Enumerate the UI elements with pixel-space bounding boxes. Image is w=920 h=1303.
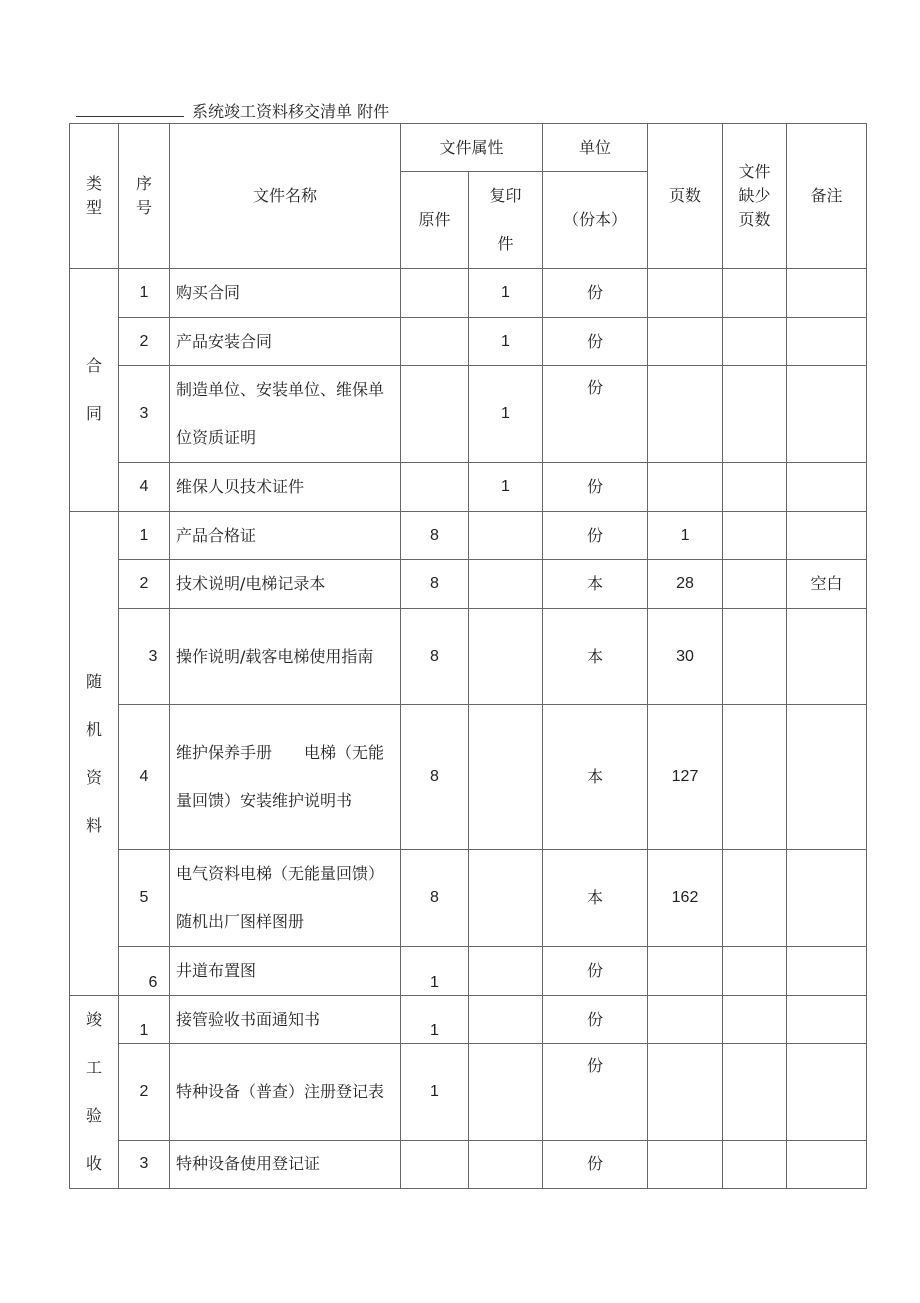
header-type: 类 型 [70, 124, 119, 269]
row-original: 8 [401, 850, 469, 947]
row-missing [723, 947, 787, 996]
row-original [401, 269, 469, 318]
row-seq: 3 [119, 366, 170, 463]
row-seq: 1 [119, 269, 170, 318]
row-copy [469, 705, 543, 850]
handover-table [69, 123, 867, 1189]
row-original: 1 [401, 947, 469, 996]
row-pages [648, 1140, 723, 1188]
row-copy [469, 512, 543, 560]
header-copy: 复印 件 [469, 172, 543, 269]
row-remark: 空白 [787, 560, 867, 609]
row-pages [648, 1044, 723, 1141]
row-copy: 1 [469, 463, 543, 512]
row-missing [723, 1044, 787, 1141]
table-row [70, 560, 867, 609]
row-pages: 30 [648, 609, 723, 705]
row-unit: 份 [543, 996, 648, 1044]
row-original [401, 1140, 469, 1188]
row-name: 制造单位、安装单位、维保单位资质证明 [170, 366, 401, 463]
row-unit: 份 [543, 512, 648, 560]
row-remark [787, 850, 867, 947]
row-name: 电气资料电梯（无能量回馈）随机出厂图样图册 [170, 850, 401, 947]
row-copy: 1 [469, 269, 543, 318]
row-original [401, 318, 469, 366]
document-title [76, 99, 389, 121]
header-seq: 序 号 [119, 124, 170, 269]
row-remark [787, 705, 867, 850]
table-row [70, 1044, 867, 1141]
row-missing [723, 1140, 787, 1188]
row-name: 接管验收书面通知书 [170, 996, 401, 1044]
row-name: 购买合同 [170, 269, 401, 318]
row-remark [787, 947, 867, 996]
row-original [401, 366, 469, 463]
row-unit: 本 [543, 850, 648, 947]
row-copy: 1 [469, 318, 543, 366]
row-missing [723, 560, 787, 609]
row-pages: 28 [648, 560, 723, 609]
header-unit-sub: （份本） [543, 172, 648, 269]
row-original [401, 463, 469, 512]
row-missing [723, 512, 787, 560]
row-seq: 6 [119, 947, 170, 996]
header-original: 原件 [401, 172, 469, 269]
row-copy [469, 850, 543, 947]
table-row [70, 609, 867, 705]
row-pages: 1 [648, 512, 723, 560]
header-missing-pages: 文件 缺少 页数 [723, 124, 787, 269]
row-copy [469, 1140, 543, 1188]
row-pages: 127 [648, 705, 723, 850]
row-remark [787, 366, 867, 463]
row-unit: 份 [543, 366, 648, 463]
row-missing [723, 318, 787, 366]
row-name: 技术说明/电梯记录本 [170, 560, 401, 609]
row-pages [648, 947, 723, 996]
row-name: 产品安装合同 [170, 318, 401, 366]
header-pages: 页数 [648, 124, 723, 269]
row-missing [723, 705, 787, 850]
row-copy [469, 996, 543, 1044]
row-seq: 5 [119, 850, 170, 947]
row-name: 产品合格证 [170, 512, 401, 560]
row-remark [787, 1140, 867, 1188]
title-suffix: 附件 [357, 102, 390, 121]
row-seq: 1 [119, 512, 170, 560]
row-original: 8 [401, 560, 469, 609]
row-original: 8 [401, 705, 469, 850]
table-row [70, 705, 867, 850]
row-original: 8 [401, 512, 469, 560]
table-row [70, 512, 867, 560]
table-row [70, 1140, 867, 1188]
row-remark [787, 269, 867, 318]
header-remark: 备注 [787, 124, 867, 269]
table-row [70, 318, 867, 366]
row-original: 1 [401, 1044, 469, 1141]
row-copy [469, 947, 543, 996]
group-random-docs: 随 机 资 料 [70, 512, 119, 996]
row-original: 8 [401, 609, 469, 705]
row-remark [787, 609, 867, 705]
row-name: 维护保养手册 电梯（无能量回馈）安装维护说明书 [170, 705, 401, 850]
row-remark [787, 996, 867, 1044]
table-row [70, 269, 867, 318]
row-missing [723, 609, 787, 705]
row-missing [723, 850, 787, 947]
row-remark [787, 463, 867, 512]
table-row [70, 850, 867, 947]
row-name: 特种设备（普查）注册登记表 [170, 1044, 401, 1141]
table-row [70, 463, 867, 512]
row-seq: 2 [119, 1044, 170, 1141]
row-seq: 1 [119, 996, 170, 1044]
row-seq: 4 [119, 463, 170, 512]
row-remark [787, 318, 867, 366]
table-row [70, 996, 867, 1044]
row-unit: 份 [543, 1140, 648, 1188]
row-pages [648, 366, 723, 463]
row-copy: 1 [469, 366, 543, 463]
row-unit: 份 [543, 463, 648, 512]
title-main: 系统竣工资料移交清单 [192, 102, 353, 121]
row-seq: 3 [119, 1140, 170, 1188]
row-pages [648, 996, 723, 1044]
row-name: 操作说明/载客电梯使用指南 [170, 609, 401, 705]
row-name: 井道布置图 [170, 947, 401, 996]
row-missing [723, 366, 787, 463]
group-acceptance: 竣 工 验 收 [70, 996, 119, 1189]
row-unit: 本 [543, 705, 648, 850]
row-unit: 份 [543, 947, 648, 996]
row-unit: 本 [543, 560, 648, 609]
row-copy [469, 560, 543, 609]
row-copy [469, 609, 543, 705]
table-row [70, 366, 867, 463]
table-row [70, 947, 867, 996]
row-unit: 份 [543, 1044, 648, 1141]
row-pages [648, 463, 723, 512]
row-remark [787, 1044, 867, 1141]
row-missing [723, 996, 787, 1044]
group-contract: 合 同 [70, 269, 119, 512]
row-name: 维保人贝技术证件 [170, 463, 401, 512]
row-pages: 162 [648, 850, 723, 947]
row-seq: 2 [119, 318, 170, 366]
row-unit: 份 [543, 269, 648, 318]
row-missing [723, 269, 787, 318]
row-seq: 3 [119, 609, 170, 705]
row-name: 特种设备使用登记证 [170, 1140, 401, 1188]
row-seq: 2 [119, 560, 170, 609]
row-missing [723, 463, 787, 512]
header-file-attr: 文件属性 [401, 124, 543, 172]
header-unit: 单位 [543, 124, 648, 172]
row-pages [648, 269, 723, 318]
title-blank-line [76, 101, 184, 117]
row-copy [469, 1044, 543, 1141]
row-unit: 份 [543, 318, 648, 366]
row-original: 1 [401, 996, 469, 1044]
row-unit: 本 [543, 609, 648, 705]
row-remark [787, 512, 867, 560]
header-file-name: 文件名称 [170, 124, 401, 269]
row-seq: 4 [119, 705, 170, 850]
row-pages [648, 318, 723, 366]
